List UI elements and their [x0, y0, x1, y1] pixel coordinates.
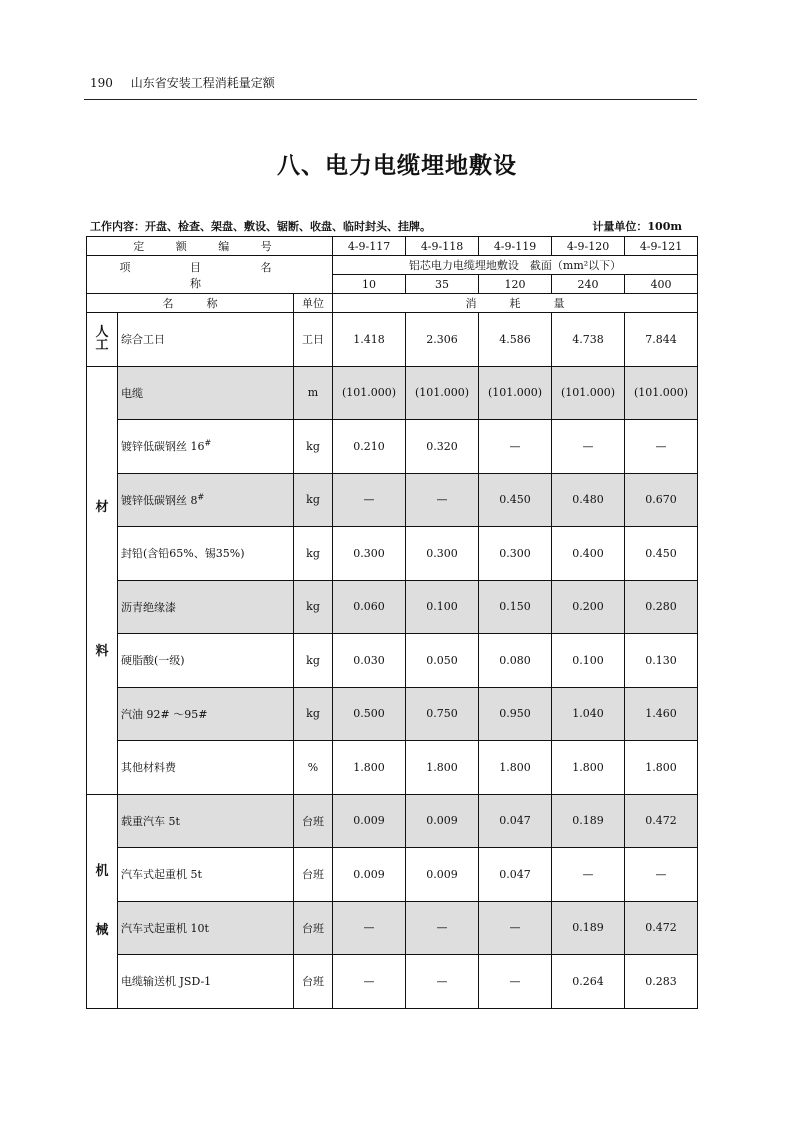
code-cell: 4-9-119 — [479, 237, 552, 256]
consumption-value: 1.460 — [625, 687, 698, 741]
consumption-value: 2.306 — [406, 313, 479, 367]
consumption-value: 7.844 — [625, 313, 698, 367]
consumption-value: 1.418 — [333, 313, 406, 367]
consumption-value: — — [625, 848, 698, 902]
consumption-value: 0.150 — [479, 580, 552, 634]
consumption-value: — — [552, 420, 625, 474]
item-name: 封铅(含铅65%、锡35%) — [118, 527, 294, 581]
consumption-value: 0.472 — [625, 794, 698, 848]
item-unit: kg — [294, 420, 333, 474]
section-cell: 400 — [625, 275, 698, 294]
header-rule — [84, 99, 697, 100]
col-name-header: 名 称 — [87, 294, 294, 313]
consumption-value: 1.800 — [625, 741, 698, 795]
consumption-value: 0.670 — [625, 473, 698, 527]
consumption-value: 0.950 — [479, 687, 552, 741]
item-name: 综合工日 — [118, 313, 294, 367]
item-name: 汽车式起重机 5t — [118, 848, 294, 902]
consumption-value: 0.050 — [406, 634, 479, 688]
consumption-value: 0.130 — [625, 634, 698, 688]
item-name: 沥青绝缘漆 — [118, 580, 294, 634]
section-cell: 120 — [479, 275, 552, 294]
consumption-value: 0.009 — [333, 794, 406, 848]
item-unit: % — [294, 741, 333, 795]
consumption-value: 1.800 — [333, 741, 406, 795]
consumption-value: (101.000) — [333, 366, 406, 420]
table-row — [87, 473, 698, 527]
item-name: 镀锌低碳钢丝 16# — [118, 420, 294, 474]
section-cell: 240 — [552, 275, 625, 294]
item-name: 汽车式起重机 10t — [118, 901, 294, 955]
consumption-value: 0.210 — [333, 420, 406, 474]
code-label: 定 额 编 号 — [87, 237, 333, 256]
category-char: 料 — [95, 644, 109, 659]
table-row — [87, 741, 698, 795]
consumption-value: 4.586 — [479, 313, 552, 367]
measurement-unit: 计量单位：100m — [592, 220, 682, 233]
consumption-value: — — [333, 955, 406, 1009]
consumption-value: 0.500 — [333, 687, 406, 741]
table-row — [87, 848, 698, 902]
consumption-value: 1.800 — [406, 741, 479, 795]
col-consumption-header: 消 耗 量 — [333, 294, 698, 313]
table-row — [87, 955, 698, 1009]
consumption-value: 0.300 — [479, 527, 552, 581]
item-unit: 工日 — [294, 313, 333, 367]
consumption-value: (101.000) — [552, 366, 625, 420]
item-unit: kg — [294, 473, 333, 527]
book-title: 山东省安装工程消耗量定额 — [130, 76, 275, 90]
consumption-value: — — [479, 901, 552, 955]
consumption-value: 0.450 — [625, 527, 698, 581]
table-row — [87, 794, 698, 848]
category-char: 材 — [95, 500, 109, 516]
table-row — [87, 366, 698, 420]
consumption-value: 0.400 — [552, 527, 625, 581]
consumption-value: (101.000) — [406, 366, 479, 420]
consumption-value: 0.300 — [406, 527, 479, 581]
category-machine-text — [87, 865, 117, 937]
consumption-value: — — [479, 420, 552, 474]
consumption-value: 0.480 — [552, 473, 625, 527]
consumption-value: 0.009 — [406, 848, 479, 902]
item-unit: kg — [294, 580, 333, 634]
category-labor-text — [87, 326, 117, 353]
consumption-value: — — [625, 420, 698, 474]
consumption-value: 0.047 — [479, 794, 552, 848]
consumption-value: 1.800 — [552, 741, 625, 795]
category-labor — [87, 313, 118, 367]
item-name: 镀锌低碳钢丝 8# — [118, 473, 294, 527]
table-row — [87, 527, 698, 581]
consumption-value: 0.450 — [479, 473, 552, 527]
consumption-value: — — [333, 473, 406, 527]
category-char: 机 — [95, 863, 109, 879]
consumption-value: 1.040 — [552, 687, 625, 741]
item-name-sup: # — [197, 492, 205, 502]
category-char: 工 — [95, 338, 109, 354]
table-row — [87, 420, 698, 474]
category-material — [87, 366, 118, 794]
consumption-value: 0.189 — [552, 901, 625, 955]
item-name: 载重汽车 5t — [118, 794, 294, 848]
consumption-value: 0.009 — [333, 848, 406, 902]
item-name: 电缆输送机 JSD-1 — [118, 955, 294, 1009]
table-row — [87, 313, 698, 367]
category-char: 人 — [95, 324, 109, 340]
table-row — [87, 634, 698, 688]
item-desc-row — [87, 256, 698, 275]
consumption-value: — — [406, 955, 479, 1009]
section-title: 八、电力电缆埋地敷设 — [277, 153, 517, 179]
consumption-value: (101.000) — [625, 366, 698, 420]
consumption-value: 0.300 — [333, 527, 406, 581]
consumption-value: 4.738 — [552, 313, 625, 367]
code-cell: 4-9-118 — [406, 237, 479, 256]
item-description: 铝芯电力电缆埋地敷设 截面（mm²以下） — [333, 256, 698, 275]
category-char: 械 — [95, 922, 109, 938]
table-row — [87, 580, 698, 634]
consumption-value: — — [406, 901, 479, 955]
consumption-value: — — [333, 901, 406, 955]
section-cell: 10 — [333, 275, 406, 294]
code-cell: 4-9-121 — [625, 237, 698, 256]
item-name: 电缆 — [118, 366, 294, 420]
item-unit: kg — [294, 527, 333, 581]
consumption-value: 0.264 — [552, 955, 625, 1009]
consumption-value: 0.030 — [333, 634, 406, 688]
table-row — [87, 687, 698, 741]
consumption-value: 0.047 — [479, 848, 552, 902]
col-unit-header: 单位 — [294, 294, 333, 313]
consumption-value: (101.000) — [479, 366, 552, 420]
consumption-value: 0.080 — [479, 634, 552, 688]
consumption-value: 0.189 — [552, 794, 625, 848]
consumption-value: — — [406, 473, 479, 527]
item-name: 其他材料费 — [118, 741, 294, 795]
page-number: 190 — [90, 76, 113, 90]
item-unit: 台班 — [294, 848, 333, 902]
consumption-value: 0.100 — [552, 634, 625, 688]
consumption-value: 0.320 — [406, 420, 479, 474]
item-name-sup: # — [204, 438, 212, 448]
item-unit: 台班 — [294, 901, 333, 955]
consumption-value: 0.750 — [406, 687, 479, 741]
section-cell: 35 — [406, 275, 479, 294]
item-unit: m — [294, 366, 333, 420]
item-unit: 台班 — [294, 794, 333, 848]
table-row — [87, 901, 698, 955]
item-unit: kg — [294, 687, 333, 741]
quota-table — [86, 236, 698, 1009]
column-header-row — [87, 294, 698, 313]
item-name: 汽油 92# ～95# — [118, 687, 294, 741]
item-label: 项 目 名 称 — [87, 256, 333, 294]
consumption-value: 0.283 — [625, 955, 698, 1009]
code-cell: 4-9-120 — [552, 237, 625, 256]
running-header — [90, 74, 275, 91]
consumption-value: 0.200 — [552, 580, 625, 634]
consumption-value: — — [552, 848, 625, 902]
item-name: 硬脂酸(一级) — [118, 634, 294, 688]
item-unit: 台班 — [294, 955, 333, 1009]
consumption-value: 0.100 — [406, 580, 479, 634]
consumption-value: — — [479, 955, 552, 1009]
code-row — [87, 237, 698, 256]
work-content: 工作内容：开盘、检查、架盘、敷设、锯断、收盘、临时封头、挂牌。 — [90, 220, 431, 233]
category-machine — [87, 794, 118, 1008]
consumption-value: 0.060 — [333, 580, 406, 634]
consumption-value: 0.009 — [406, 794, 479, 848]
consumption-value: 0.280 — [625, 580, 698, 634]
code-cell: 4-9-117 — [333, 237, 406, 256]
consumption-value: 1.800 — [479, 741, 552, 795]
item-unit: kg — [294, 634, 333, 688]
category-material-text — [87, 501, 117, 658]
consumption-value: 0.472 — [625, 901, 698, 955]
